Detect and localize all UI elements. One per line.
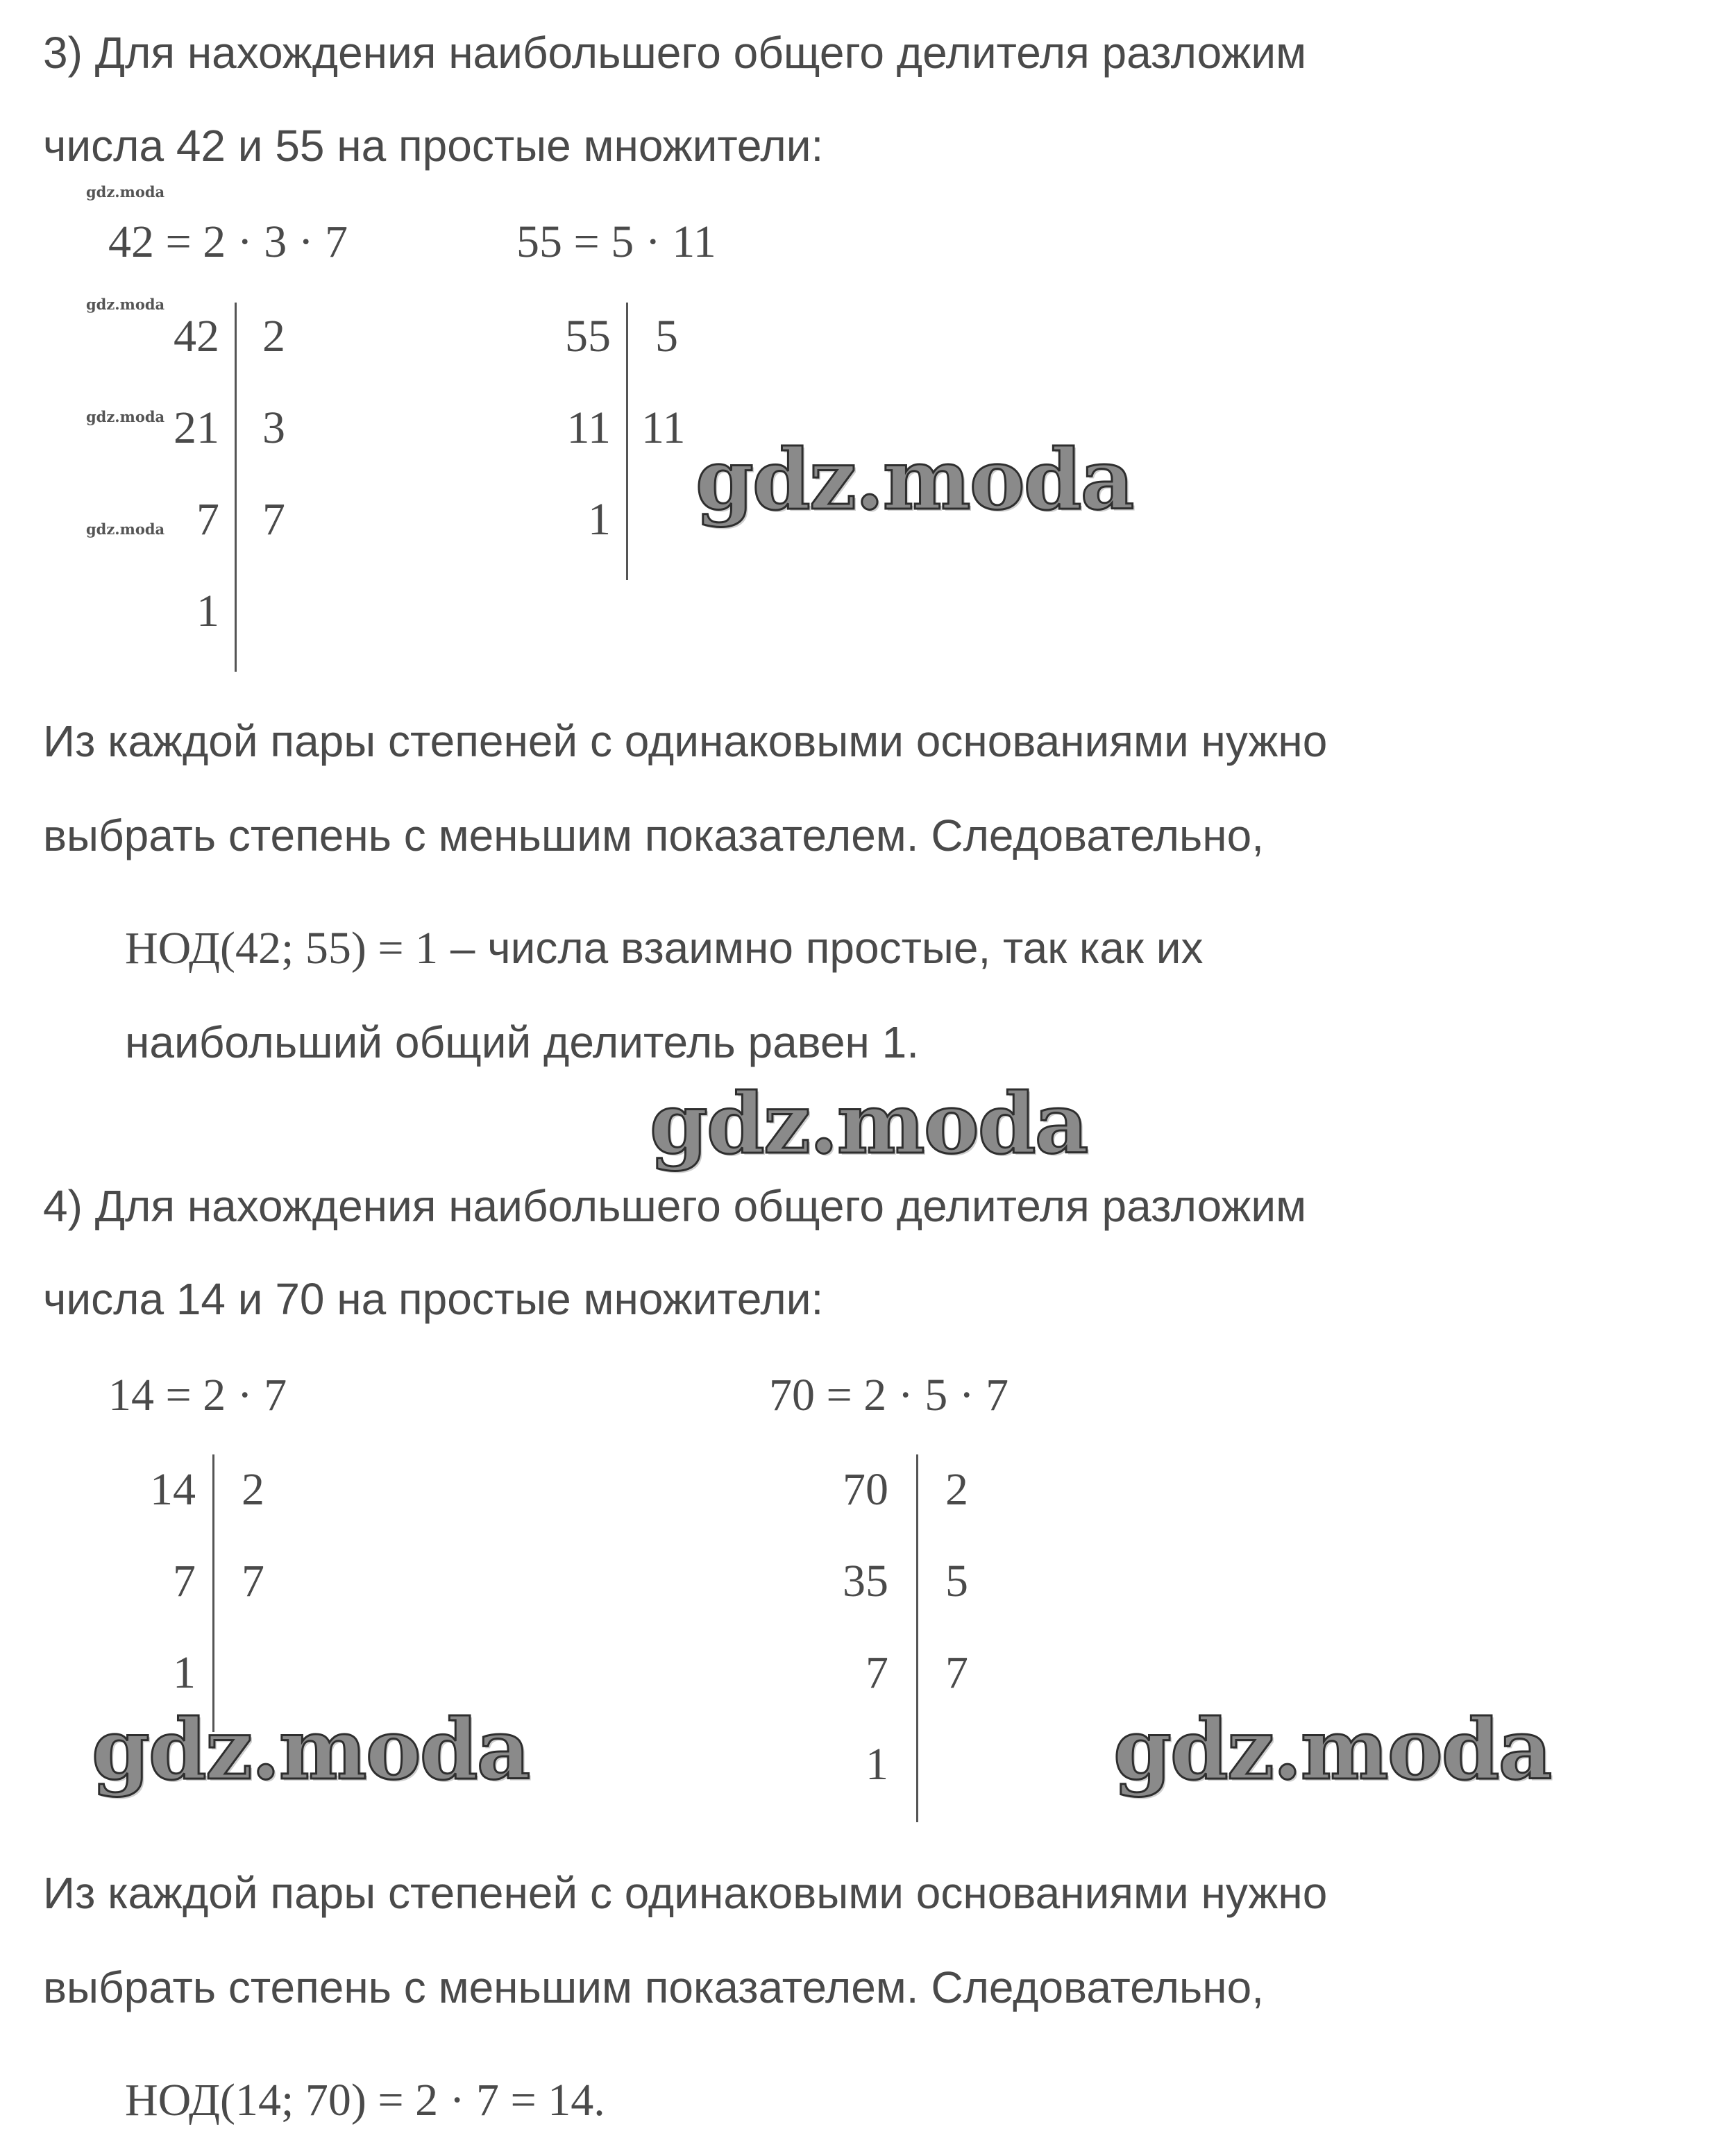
part4-conclusion-line1: Из каждой пары степеней с одинаковыми основаниями нужно	[43, 1868, 1328, 1918]
part3-equation-b: 55 = 5 · 11	[516, 217, 716, 267]
watermark-small: gdz.moda	[86, 520, 165, 538]
part3-result-text2: наибольший общий делитель равен 1.	[125, 1017, 920, 1067]
part3-equation-a: 42 = 2 · 3 · 7	[108, 217, 348, 267]
factor-table-dividend: 1	[196, 586, 219, 636]
watermark-small: gdz.moda	[86, 408, 165, 425]
factor-table-dividend: 1	[866, 1739, 888, 1790]
part4-equation-b: 70 = 2 · 5 · 7	[769, 1370, 1009, 1420]
factor-table-dividend: 70	[843, 1464, 888, 1515]
watermark-logo: gdz.moda	[650, 1075, 1088, 1173]
watermark-logo: gdz.moda	[1113, 1701, 1551, 1799]
factor-table-dividend: 11	[566, 402, 611, 453]
part4-intro-line2: числа 14 и 70 на простые множители:	[43, 1274, 824, 1324]
watermark-small: gdz.moda	[86, 296, 165, 313]
factor-table-divisor: 7	[262, 494, 285, 545]
factor-table-dividend: 35	[843, 1556, 888, 1606]
factor-table-dividend: 21	[174, 402, 219, 453]
factor-table-divisor: 2	[242, 1464, 264, 1515]
part3-result-text: – числа взаимно простые, так как их	[438, 923, 1204, 973]
factor-table-divisor: 11	[641, 402, 686, 453]
factor-table-divisor: 7	[242, 1556, 264, 1606]
part4-equation-a: 14 = 2 · 7	[108, 1370, 287, 1420]
watermark-logo: gdz.moda	[92, 1701, 530, 1799]
watermark-logo: gdz.moda	[695, 431, 1133, 529]
part3-result	[125, 923, 1204, 974]
factor-table-divider	[212, 1454, 214, 1732]
part4-result-math: НОД(14; 70) = 2 · 7 = 14.	[125, 2075, 605, 2125]
factor-table-divisor: 3	[262, 402, 285, 453]
factor-table-dividend: 55	[565, 311, 611, 362]
factor-table-divisor: 5	[945, 1556, 968, 1606]
factor-table-divider	[916, 1454, 918, 1822]
factor-table-dividend: 1	[173, 1647, 196, 1698]
part3-conclusion-line2: выбрать степень с меньшим показателем. Следовательно,	[43, 810, 1264, 860]
factor-table-divider	[626, 303, 628, 580]
part3-result-math: НОД(42; 55) = 1	[125, 923, 439, 974]
factor-table-dividend: 7	[866, 1647, 888, 1698]
part3-conclusion-line1: Из каждой пары степеней с одинаковыми основаниями нужно	[43, 716, 1328, 766]
factor-table-dividend: 1	[588, 494, 611, 545]
factor-table-dividend: 7	[173, 1556, 196, 1606]
factor-table-dividend: 42	[174, 311, 219, 362]
part4-conclusion-line2: выбрать степень с меньшим показателем. Следовательно,	[43, 1962, 1264, 2012]
factor-table-divisor: 7	[945, 1647, 968, 1698]
factor-table-dividend: 7	[196, 494, 219, 545]
factor-table-divisor: 2	[945, 1464, 968, 1515]
part4-intro-line1: 4) Для нахождения наибольшего общего делителя разложим	[43, 1181, 1307, 1231]
part3-intro-line2: числа 42 и 55 на простые множители:	[43, 121, 824, 171]
factor-table-divisor: 2	[262, 311, 285, 362]
part3-intro-line1: 3) Для нахождения наибольшего общего делителя разложим	[43, 28, 1307, 78]
factor-table-divisor: 5	[655, 311, 678, 362]
watermark-small: gdz.moda	[86, 183, 165, 201]
factor-table-dividend: 14	[150, 1464, 196, 1515]
factor-table-divider	[235, 303, 237, 672]
